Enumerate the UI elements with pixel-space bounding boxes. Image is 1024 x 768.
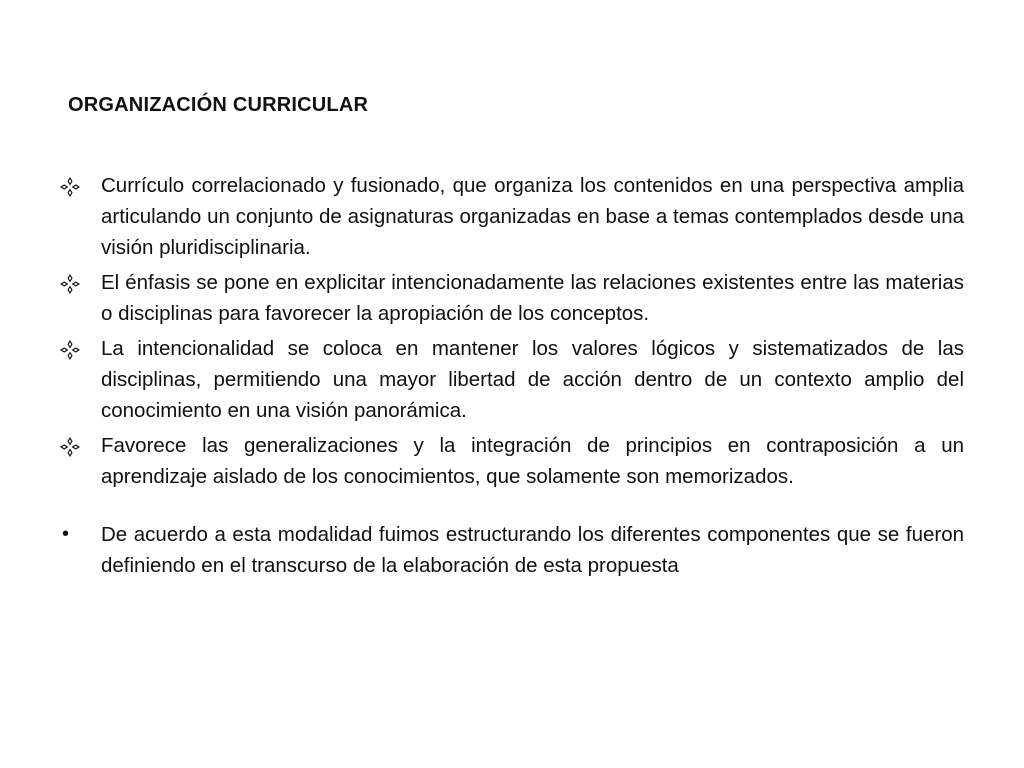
bullet-item-2 — [60, 267, 964, 329]
diamond-bullet-icon — [60, 177, 80, 197]
round-bullet-icon: • — [62, 523, 70, 545]
bullet-item-4 — [60, 430, 964, 492]
diamond-bullet-icon — [60, 340, 80, 360]
bullet-item-3 — [60, 333, 964, 426]
bullet-text: Currículo correlacionado y fusionado, que organiza los contenidos en una perspectiva amplia articulando un conjunto de asignaturas organizadas en base a temas contemplados desde una visión pluridisciplinaria. — [101, 174, 964, 259]
bullet-text: Favorece las generalizaciones y la integración de principios en contraposición a un aprendizaje aislado de los conocimientos, que solamente son memorizados. — [101, 434, 964, 488]
bullet-text: De acuerdo a esta modalidad fuimos estructurando los diferentes componentes que se fueron definiendo en el transcurso de la elaboración de esta propuesta — [101, 523, 964, 577]
diamond-bullet-icon — [60, 274, 80, 294]
bullet-item-5 — [60, 519, 964, 581]
bullet-list — [60, 170, 964, 585]
bullet-text: El énfasis se pone en explicitar intencionadamente las relaciones existentes entre las materias o disciplinas para favorecer la apropiación de los conceptos. — [101, 271, 964, 325]
bullet-text: La intencionalidad se coloca en mantener los valores lógicos y sistematizados de las disciplinas, permitiendo una mayor libertad de acción dentro de un contexto amplio del conocimiento en una visión panorámica. — [101, 337, 964, 422]
bullet-item-1 — [60, 170, 964, 263]
slide-title: ORGANIZACIÓN CURRICULAR — [68, 94, 369, 116]
diamond-bullet-icon — [60, 437, 80, 457]
